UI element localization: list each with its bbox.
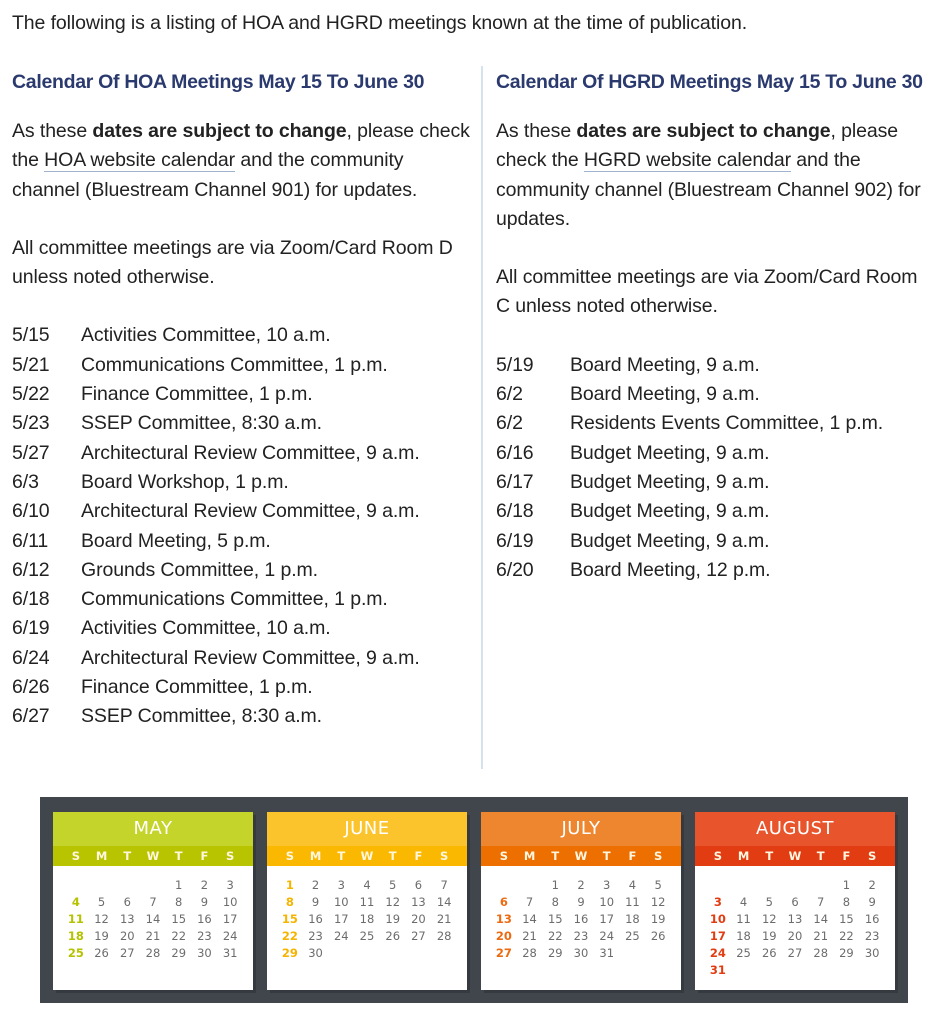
day-cell: 1: [175, 878, 183, 892]
hgrd-meeting-list: [496, 351, 926, 585]
day-cell: 11: [359, 895, 375, 909]
weekday-label: W: [788, 849, 802, 863]
month-name: AUGUST: [695, 812, 895, 846]
empty-day-cell: [731, 877, 757, 894]
empty-day-cell: [491, 877, 517, 894]
day-cell: 29: [839, 946, 854, 960]
day-cell: 13: [787, 912, 803, 926]
meeting-event: Budget Meeting, 9 a.m.: [570, 441, 770, 464]
meeting-event: SSEP Committee, 8:30 a.m.: [81, 412, 322, 435]
hoa-website-calendar-link[interactable]: HOA website calendar: [44, 149, 236, 172]
empty-day-cell: [808, 877, 834, 894]
meeting-event: Architectural Review Committee, 9 a.m.: [81, 500, 420, 523]
meeting-date: 6/2: [496, 412, 523, 435]
day-cell: 2: [200, 878, 209, 892]
day-cell: 10: [222, 895, 238, 909]
hgrd-notice: [496, 117, 926, 234]
day-cell: 16: [573, 912, 589, 926]
meeting-event: Board Meeting, 12 p.m.: [570, 558, 771, 581]
hgrd-location-note: All committee meetings are via Zoom/Card Room C unless noted otherwise.: [496, 266, 918, 318]
day-cell-sunday: 4: [71, 895, 80, 909]
day-cell-sunday: 25: [67, 946, 84, 960]
meeting-event: Budget Meeting, 9 a.m.: [570, 500, 770, 523]
meeting-item: [12, 614, 474, 643]
empty-day-cell: [517, 877, 543, 894]
meeting-date: 6/3: [12, 470, 39, 493]
day-cell: 19: [385, 912, 401, 926]
meeting-date: 5/19: [496, 353, 534, 376]
day-cell: 24: [222, 929, 238, 943]
weekday-header-row: [267, 846, 467, 866]
day-cell: 16: [197, 912, 212, 926]
day-cell: 31: [599, 946, 615, 960]
meeting-item: [12, 380, 474, 409]
day-cell: 17: [333, 912, 349, 926]
empty-day-cell: [63, 877, 89, 894]
meeting-event: Board Workshop, 1 p.m.: [81, 470, 289, 493]
day-cell: 25: [625, 929, 640, 943]
intro-text: The following is a listing of HOA and HGRD meetings known at the time of publication.: [12, 12, 748, 34]
weekday-header-row: [481, 846, 681, 866]
meeting-event: Residents Events Committee, 1 p.m.: [570, 412, 884, 435]
empty-day-cell: [114, 877, 140, 894]
day-cell-sunday: 17: [709, 929, 726, 943]
month-card-june: [267, 812, 467, 990]
meeting-event: Activities Committee, 10 a.m.: [81, 617, 331, 640]
meeting-item: [496, 409, 926, 438]
month-name: JUNE: [267, 812, 467, 846]
day-grid: [481, 866, 681, 962]
weekday-label: S: [653, 849, 663, 863]
day-cell: 7: [440, 878, 448, 892]
day-cell: 26: [385, 929, 401, 943]
hgrd-heading: Calendar Of HGRD Meetings May 15 To June 30: [496, 71, 923, 93]
weekday-label: T: [337, 849, 346, 863]
meeting-date: 5/22: [12, 383, 50, 406]
hoa-heading: Calendar Of HOA Meetings May 15 To June 30: [12, 71, 425, 93]
day-cell: 23: [308, 929, 323, 943]
meeting-date: 5/23: [12, 412, 50, 435]
meeting-item: [496, 380, 926, 409]
day-cell: 18: [359, 912, 375, 926]
day-cell: 22: [171, 929, 187, 943]
meeting-item: [496, 468, 926, 497]
meeting-date: 5/27: [12, 441, 50, 464]
month-name: MAY: [53, 812, 253, 846]
meeting-event: Board Meeting, 9 a.m.: [570, 383, 760, 406]
day-cell: 27: [787, 946, 803, 960]
day-cell: 8: [842, 895, 851, 909]
meeting-event: Budget Meeting, 9 a.m.: [570, 470, 770, 493]
empty-day-cell: [705, 877, 731, 894]
day-cell: 14: [813, 912, 829, 926]
meeting-date: 6/24: [12, 646, 50, 669]
hoa-notice-bold: dates are subject to change: [92, 120, 347, 142]
day-cell: 19: [94, 929, 109, 943]
meeting-date: 6/18: [496, 500, 534, 523]
meeting-date: 6/16: [496, 441, 534, 464]
meeting-item: [496, 439, 926, 468]
weekday-label: T: [551, 849, 560, 863]
day-cell: 11: [625, 895, 640, 909]
day-cell: 13: [119, 912, 135, 926]
month-card-may: [53, 812, 253, 990]
weekday-label: S: [285, 849, 294, 863]
day-cell: 11: [736, 912, 751, 926]
weekday-label: S: [225, 849, 235, 863]
day-cell: 25: [359, 929, 375, 943]
weekday-label: W: [146, 849, 160, 863]
day-cell-sunday: 22: [281, 929, 298, 943]
meeting-event: Activities Committee, 10 a.m.: [81, 324, 331, 347]
day-cell: 16: [864, 912, 880, 926]
day-cell: 12: [385, 895, 401, 909]
day-cell: 1: [842, 878, 851, 892]
weekday-label: T: [388, 849, 397, 863]
meeting-event: Board Meeting, 9 a.m.: [570, 353, 760, 376]
day-cell: 23: [864, 929, 880, 943]
day-cell: 26: [650, 929, 666, 943]
day-cell: 26: [761, 946, 777, 960]
meeting-item: [12, 468, 474, 497]
hoa-notice-prefix: As these: [12, 120, 93, 142]
day-cell-sunday: 6: [499, 895, 508, 909]
day-cell: 30: [197, 946, 212, 960]
day-cell: 7: [525, 895, 534, 909]
day-cell: 16: [308, 912, 323, 926]
day-cell: 30: [864, 946, 880, 960]
meeting-date: 6/2: [496, 383, 523, 406]
meeting-item: [12, 644, 474, 673]
day-cell: 31: [222, 946, 238, 960]
weekday-label: T: [123, 849, 132, 863]
day-cell: 3: [337, 878, 345, 892]
weekday-label: S: [499, 849, 508, 863]
day-cell-sunday: 15: [281, 912, 298, 926]
day-cell: 14: [436, 895, 452, 909]
meeting-event: Budget Meeting, 9 a.m.: [570, 529, 770, 552]
weekday-label: M: [523, 849, 536, 863]
day-cell: 21: [522, 929, 537, 943]
day-cell: 10: [333, 895, 349, 909]
empty-day-cell: [756, 877, 782, 894]
meeting-event: Board Meeting, 5 p.m.: [81, 529, 271, 552]
month-name: JULY: [481, 812, 681, 846]
hoa-notice-mid: , please check the: [12, 120, 470, 172]
meeting-date: 5/21: [12, 353, 50, 376]
day-cell: 9: [577, 895, 585, 909]
day-cell: 12: [650, 895, 666, 909]
day-cell: 7: [817, 895, 825, 909]
meeting-item: [12, 585, 474, 614]
day-cell: 15: [839, 912, 854, 926]
meeting-date: 6/26: [12, 676, 50, 699]
day-cell: 23: [573, 929, 589, 943]
weekday-label: F: [414, 849, 423, 863]
day-cell-sunday: 27: [495, 946, 512, 960]
day-cell: 26: [94, 946, 109, 960]
day-cell: 15: [171, 912, 187, 926]
day-cell: 25: [736, 946, 751, 960]
day-cell: 5: [654, 878, 662, 892]
day-cell-sunday: 11: [67, 912, 84, 926]
day-cell: 6: [123, 895, 131, 909]
day-cell: 12: [94, 912, 109, 926]
day-cell-sunday: 8: [285, 895, 294, 909]
hgrd-section: [496, 68, 926, 585]
hgrd-notice-prefix: As these: [496, 120, 577, 142]
day-cell: 7: [149, 895, 157, 909]
day-cell: 4: [628, 878, 637, 892]
weekday-label: F: [200, 849, 209, 863]
day-cell: 1: [551, 878, 559, 892]
day-cell: 14: [522, 912, 537, 926]
hgrd-notice-bold: dates are subject to change: [576, 120, 831, 142]
day-cell: 3: [226, 878, 234, 892]
weekday-label: W: [574, 849, 588, 863]
day-cell: 20: [411, 912, 426, 926]
day-cell-sunday: 10: [709, 912, 726, 926]
day-cell: 6: [414, 878, 423, 892]
hoa-location-note: All committee meetings are via Zoom/Card Room D unless noted otherwise.: [12, 236, 453, 289]
day-cell: 28: [522, 946, 537, 960]
day-cell: 28: [813, 946, 829, 960]
day-cell-sunday: 13: [495, 912, 512, 926]
day-cell: 6: [791, 895, 799, 909]
weekday-label: S: [867, 849, 877, 863]
day-cell-sunday: 18: [67, 929, 84, 943]
meeting-date: 5/15: [12, 324, 50, 347]
column-divider: [481, 66, 483, 769]
meeting-item: [12, 439, 474, 468]
day-cell: 13: [411, 895, 426, 909]
day-cell: 19: [650, 912, 666, 926]
weekday-label: M: [309, 849, 322, 863]
empty-day-cell: [89, 877, 115, 894]
day-cell: 22: [547, 929, 563, 943]
hgrd-website-calendar-link[interactable]: HGRD website calendar: [583, 149, 791, 172]
day-cell: 23: [197, 929, 212, 943]
day-cell: 27: [119, 946, 135, 960]
day-cell: 8: [551, 895, 559, 909]
meeting-item: [12, 527, 474, 556]
day-cell: 17: [222, 912, 238, 926]
meeting-item: [12, 556, 474, 585]
hoa-notice: [12, 117, 474, 205]
day-cell: 8: [175, 895, 183, 909]
day-cell: 2: [577, 878, 585, 892]
day-cell: 10: [599, 895, 615, 909]
day-cell: 19: [761, 929, 777, 943]
weekday-label: F: [628, 849, 637, 863]
hoa-notice-suffix: and the community channel (Bluestream Channel 901) for updates.: [12, 149, 418, 201]
meeting-event: SSEP Committee, 8:30 a.m.: [81, 705, 322, 728]
day-cell: 29: [171, 946, 187, 960]
calendar-graphic: [40, 797, 908, 1003]
meeting-item: [12, 321, 474, 350]
weekday-label: W: [360, 849, 374, 863]
day-cell: 4: [739, 895, 748, 909]
day-cell-sunday: 24: [709, 946, 726, 960]
meeting-date: 6/17: [496, 470, 534, 493]
day-cell: 29: [547, 946, 563, 960]
day-cell: 18: [625, 912, 640, 926]
weekday-label: M: [737, 849, 750, 863]
meeting-item: [496, 527, 926, 556]
day-cell-sunday: 29: [281, 946, 298, 960]
day-cell: 3: [603, 878, 611, 892]
day-cell: 28: [145, 946, 161, 960]
day-grid: [53, 866, 253, 962]
meeting-date: 6/11: [12, 529, 49, 552]
day-cell: 27: [411, 929, 426, 943]
day-cell-sunday: 31: [709, 963, 726, 977]
day-cell: 21: [436, 912, 452, 926]
weekday-label: T: [602, 849, 611, 863]
day-cell: 14: [145, 912, 161, 926]
day-cell: 21: [813, 929, 829, 943]
day-cell: 24: [333, 929, 349, 943]
weekday-header-row: [53, 846, 253, 866]
day-cell: 15: [547, 912, 563, 926]
meeting-item: [12, 409, 474, 438]
meeting-date: 6/10: [12, 500, 50, 523]
meeting-item: [12, 351, 474, 380]
empty-day-cell: [782, 877, 808, 894]
weekday-label: S: [71, 849, 80, 863]
day-cell-sunday: 1: [285, 878, 294, 892]
day-cell: 9: [200, 895, 209, 909]
day-cell-sunday: 3: [713, 895, 722, 909]
day-cell: 9: [311, 895, 320, 909]
meeting-date: 6/12: [12, 558, 50, 581]
day-cell: 22: [839, 929, 854, 943]
weekday-label: T: [765, 849, 774, 863]
month-card-july: [481, 812, 681, 990]
day-cell: 2: [868, 878, 876, 892]
day-grid: [695, 866, 895, 979]
hoa-section: [12, 68, 474, 732]
meeting-event: Finance Committee, 1 p.m.: [81, 676, 313, 699]
meeting-date: 6/19: [496, 529, 534, 552]
hoa-meeting-list: [12, 321, 474, 731]
meeting-event: Communications Committee, 1 p.m.: [81, 353, 388, 376]
day-cell: 5: [97, 895, 106, 909]
meeting-event: Architectural Review Committee, 9 a.m.: [81, 646, 420, 669]
day-cell: 20: [787, 929, 803, 943]
day-cell: 21: [145, 929, 161, 943]
day-cell: 5: [765, 895, 773, 909]
weekday-label: F: [842, 849, 851, 863]
meeting-event: Finance Committee, 1 p.m.: [81, 383, 313, 406]
day-cell: 5: [389, 878, 397, 892]
meeting-date: 6/20: [496, 558, 534, 581]
weekday-label: T: [816, 849, 825, 863]
month-card-august: [695, 812, 895, 990]
day-cell: 20: [119, 929, 135, 943]
weekday-header-row: [695, 846, 895, 866]
day-cell: 30: [573, 946, 589, 960]
day-cell: 9: [868, 895, 876, 909]
meeting-date: 6/19: [12, 617, 50, 640]
day-cell: 4: [363, 878, 371, 892]
day-grid: [267, 866, 467, 962]
meeting-event: Communications Committee, 1 p.m.: [81, 588, 388, 611]
meeting-item: [12, 673, 474, 702]
meeting-event: Grounds Committee, 1 p.m.: [81, 558, 319, 581]
day-cell: 18: [736, 929, 751, 943]
weekday-label: S: [439, 849, 449, 863]
hgrd-notice-suffix: and the community channel (Bluestream Channel 902) for updates.: [496, 149, 921, 230]
day-cell: 24: [599, 929, 615, 943]
weekday-label: M: [95, 849, 108, 863]
meeting-item: [12, 702, 474, 731]
day-cell-sunday: 20: [495, 929, 512, 943]
meeting-item: [12, 497, 474, 526]
day-cell: 28: [436, 929, 452, 943]
day-cell: 12: [761, 912, 777, 926]
meeting-item: [496, 497, 926, 526]
empty-day-cell: [140, 877, 166, 894]
meeting-date: 6/18: [12, 588, 50, 611]
weekday-label: S: [713, 849, 722, 863]
meeting-date: 6/27: [12, 705, 50, 728]
meeting-item: [496, 556, 926, 585]
meeting-item: [496, 351, 926, 380]
day-cell: 2: [311, 878, 320, 892]
meeting-event: Architectural Review Committee, 9 a.m.: [81, 441, 420, 464]
weekday-label: T: [174, 849, 183, 863]
day-cell: 17: [599, 912, 615, 926]
hgrd-notice-mid: , please check the: [496, 120, 899, 172]
day-cell: 30: [308, 946, 323, 960]
